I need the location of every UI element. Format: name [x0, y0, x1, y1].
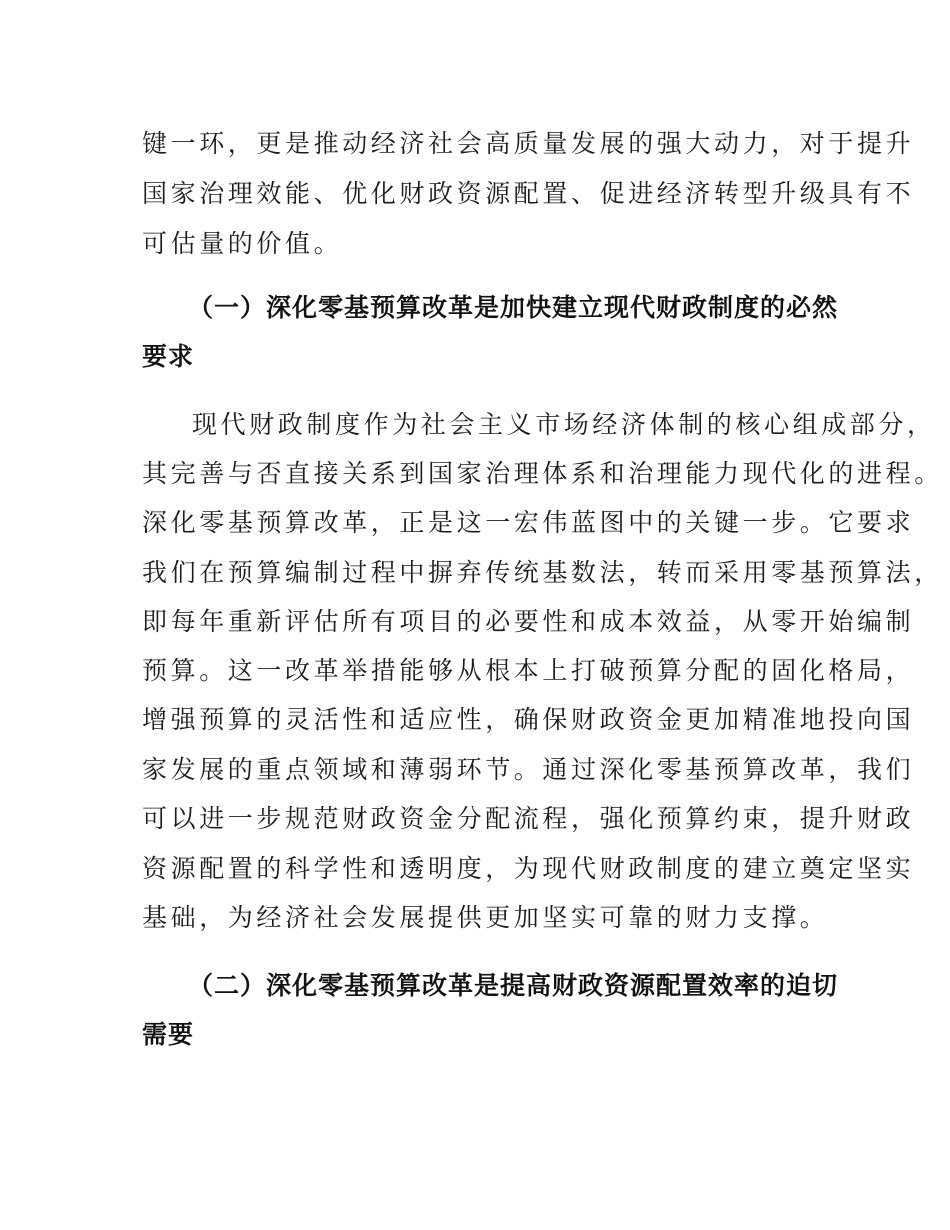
text-line: 深化零基预算改革，正是这一宏伟蓝图中的关键一步。它要求 — [142, 508, 915, 537]
text-line: 可以进一步规范财政资金分配流程，强化预算约束，提升财政 — [142, 804, 915, 833]
section-heading: （一）深化零基预算改革是加快建立现代财政制度的必然 — [188, 293, 839, 322]
text-line: 增强预算的灵活性和适应性，确保财政资金更加精准地投向国 — [142, 705, 915, 734]
text-line: 即每年重新评估所有项目的必要性和成本效益，从零开始编制 — [142, 607, 915, 636]
text-line: 家发展的重点领域和薄弱环节。通过深化零基预算改革，我们 — [142, 755, 915, 784]
text-line: 资源配置的科学性和透明度，为现代财政制度的建立奠定坚实 — [142, 854, 915, 883]
text-line: 基础，为经济社会发展提供更加坚实可靠的财力支撑。 — [142, 903, 829, 932]
section-heading: 要求 — [142, 342, 195, 371]
text-line: 其完善与否直接关系到国家治理体系和治理能力现代化的进程。 — [142, 459, 943, 488]
text-line: 现代财政制度作为社会主义市场经济体制的核心组成部分， — [192, 410, 936, 439]
text-line: 可估量的价值。 — [142, 229, 343, 258]
section-heading: 需要 — [142, 1020, 195, 1049]
text-line: 国家治理效能、优化财政资源配置、促进经济转型升级具有不 — [142, 179, 915, 208]
text-line: 我们在预算编制过程中摒弃传统基数法，转而采用零基预算法， — [142, 558, 943, 587]
text-line: 键一环，更是推动经济社会高质量发展的强大动力，对于提升 — [142, 129, 915, 158]
text-line: 预算。这一改革举措能够从根本上打破预算分配的固化格局， — [142, 656, 915, 685]
section-heading: （二）深化零基预算改革是提高财政资源配置效率的迫切 — [188, 971, 839, 1000]
